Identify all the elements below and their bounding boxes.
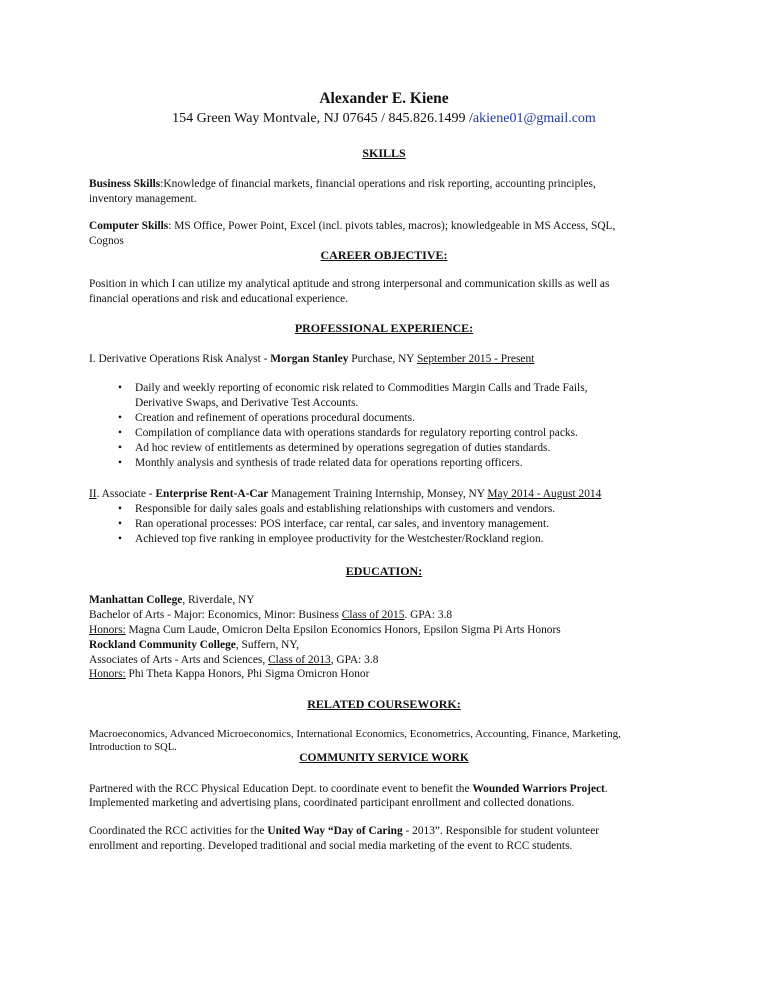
job1-prefix: I. Derivative Operations Risk Analyst -	[89, 353, 271, 365]
job2-bullet-list	[118, 502, 678, 547]
computer-skills-line-2: Cognos	[89, 235, 124, 247]
list-item: • Creation and refinement of operations procedural documents.	[118, 411, 678, 426]
school2-name: Rockland Community College	[89, 639, 236, 651]
job2-company: Enterprise Rent-A-Car	[155, 488, 269, 500]
community-p2-line-1	[89, 824, 678, 839]
list-item: • Daily and weekly reporting of economic risk related to Commodities Margin Calls and Trade Fails,	[118, 381, 678, 396]
contact-address-phone: 154 Green Way Montvale, NJ 07645 / 845.826.1499 /	[172, 111, 473, 126]
degree2-class: Class of 2013	[268, 654, 331, 666]
computer-skills-text: : MS Office, Power Point, Excel (incl. pivots tables, macros); knowledgeable in MS Access, SQL,	[168, 220, 616, 232]
degree2-text: Associates of Arts - Arts and Sciences,	[89, 654, 269, 666]
candidate-name: Alexander E. Kiene	[319, 90, 449, 107]
school1-location: , Riverdale, NY	[182, 594, 255, 606]
coursework-line-2: Introduction to SQL.	[89, 742, 177, 753]
degree2-gpa: , GPA: 3.8	[330, 654, 379, 666]
community-p2-end: - 2013”. Responsible for student volunteer	[402, 825, 600, 837]
community-p1-text: Partnered with the RCC Physical Education Dept. to coordinate event to benefit the	[89, 783, 473, 795]
list-item: • Compilation of compliance data with operations standards for regulatory reporting control packs.	[118, 426, 678, 441]
degree2-line	[89, 653, 678, 668]
list-item: • Monthly analysis and synthesis of trade related data for operations reporting officers.	[118, 456, 678, 471]
school2-line	[89, 638, 678, 653]
community-p2-text: Coordinated the RCC activities for the	[89, 825, 268, 837]
community-p1-line-1	[89, 782, 678, 797]
education-heading: EDUCATION:	[345, 564, 423, 578]
coursework-line-1: Macroeconomics, Advanced Microeconomics, International Economics, Econometrics, Accounting, Finance, Marketing,	[89, 728, 621, 740]
email-link[interactable]: akiene01@gmail.com	[472, 111, 596, 126]
community-p1-bold: Wounded Warriors Project	[472, 783, 605, 795]
list-item: • Ad hoc review of entitlements as determined by operations segregation of duties standards.	[118, 441, 678, 456]
honors1-label: Honors:	[89, 624, 126, 636]
degree1-gpa: . GPA: 3.8	[404, 609, 453, 621]
business-skills-line-2: inventory management.	[89, 193, 197, 205]
honors1-line	[89, 623, 678, 638]
skills-heading: SKILLS	[362, 146, 406, 160]
job1-company: Morgan Stanley	[270, 353, 349, 365]
degree1-line	[89, 608, 678, 623]
degree1-text: Bachelor of Arts - Major: Economics, Minor: Business	[89, 609, 342, 621]
school1-name: Manhattan College	[89, 594, 183, 606]
business-skills-text: :Knowledge of financial markets, financial operations and risk reporting, accounting principles,	[160, 178, 596, 190]
objective-line-1: Position in which I can utilize my analytical aptitude and strong interpersonal and communication skills as well as	[89, 278, 610, 290]
job1-dates: September 2015 - Present	[416, 353, 535, 365]
list-item: • Ran operational processes: POS interface, car rental, car sales, and inventory management.	[118, 517, 678, 532]
job2-prefix: . Associate -	[96, 488, 156, 500]
job1-bullet-list	[118, 381, 678, 471]
experience-heading: PROFESSIONAL EXPERIENCE:	[294, 321, 474, 335]
list-item-continuation: Derivative Swaps, and Derivative Test Accounts.	[135, 397, 359, 409]
honors1-text: Magna Cum Laude, Omicron Delta Epsilon Economics Honors, Epsilon Sigma Pi Arts Honors	[125, 624, 561, 636]
community-p2-line-2: enrollment and reporting. Developed traditional and social media marketing of the event to RCC students.	[89, 840, 573, 852]
job2-title-line	[89, 487, 678, 502]
community-p1-line-2: Implemented marketing and advertising plans, coordinated participant enrollment and collected donations.	[89, 797, 575, 809]
community-p2-bold: United Way “Day of Caring	[267, 825, 403, 837]
community-heading: COMMUNITY SERVICE WORK	[299, 752, 469, 764]
job2-location: Management Training Internship, Monsey, NY	[268, 488, 488, 500]
community-p1-end: .	[604, 783, 608, 795]
list-item: • Achieved top five ranking in employee productivity for the Westchester/Rockland region.	[118, 532, 678, 547]
business-skills-line	[89, 177, 678, 192]
honors2-label: Honors:	[89, 668, 126, 680]
honors2-text: Phi Theta Kappa Honors, Phi Sigma Omicron Honor	[125, 668, 370, 680]
contact-line	[0, 111, 768, 127]
degree1-class: Class of 2015	[341, 609, 405, 621]
job2-numeral: II	[89, 488, 97, 500]
job1-location: Purchase, NY	[348, 353, 417, 365]
list-item: • Responsible for daily sales goals and establishing relationships with customers and vendors.	[118, 502, 678, 517]
list-item	[118, 396, 678, 411]
objective-line-2: financial operations and risk and educational experience.	[89, 293, 349, 305]
honors2-line	[89, 667, 678, 682]
career-objective-heading: CAREER OBJECTIVE:	[320, 248, 448, 262]
job1-title-line	[89, 352, 678, 367]
job2-dates: May 2014 - August 2014	[487, 488, 602, 500]
computer-skills-label: Computer Skills	[89, 220, 169, 232]
school1-line	[89, 593, 678, 608]
computer-skills-line	[89, 219, 678, 234]
school2-location: , Suffern, NY,	[235, 639, 300, 651]
coursework-heading: RELATED COURSEWORK:	[307, 697, 461, 711]
business-skills-label: Business Skills	[89, 178, 161, 190]
